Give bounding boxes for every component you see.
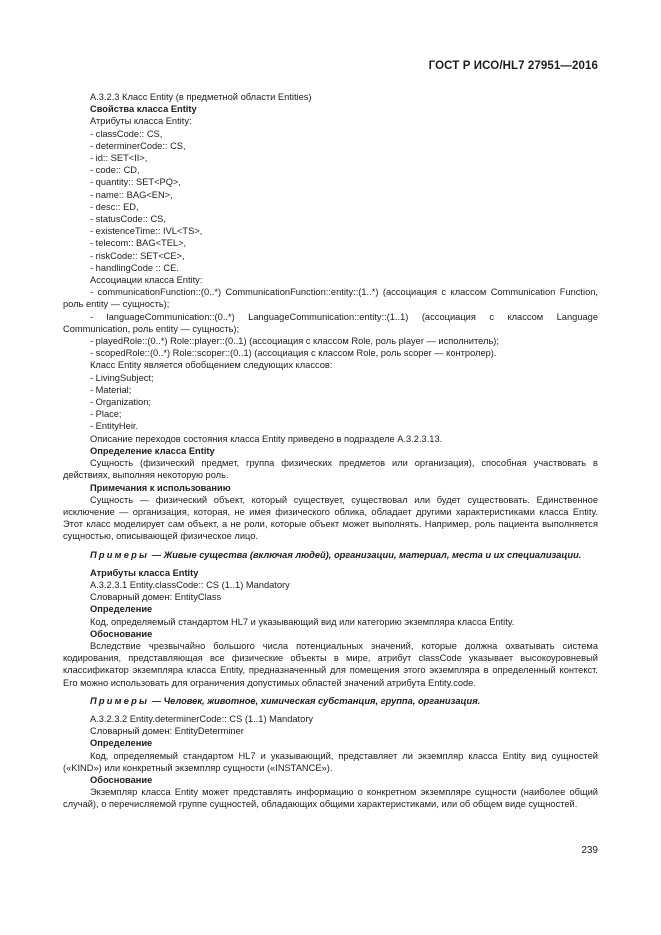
attr1-domain: Словарный домен: EntityClass (90, 592, 222, 603)
list-item: - handlingCode :: CE. (90, 262, 179, 273)
list-item: - Material; (90, 384, 132, 395)
list-item: - existenceTime:: IVL<TS>, (90, 226, 203, 237)
attr1-rationale-text: Вследствие чрезвычайно большого числа потенциальных значений, которые должна охватывать система кодирования, представляющая все физические объекты в мире, атрибут classCode указывает высокоуровневый классификатор экземпляра класса Entity, предназначенный для помещения этого экземпляра в определенный контекст. Его можно использовать для ограничения допустимых областей значений атрибута Entity.code. (63, 640, 598, 688)
list-item: - determinerCode:: CS, (90, 140, 186, 151)
assoc-title: Ассоциации класса Entity: (90, 275, 203, 286)
attr2-domain: Словарный домен: EntityDeterminer (90, 726, 244, 737)
list-item: - desc:: ED, (90, 201, 139, 212)
attr2-definition-text: Код, определяемый стандартом HL7 и указывающий, представляет ли экземпляр класса Entity вид сущностей («KIND») или конкретный экземпляр сущности («INSTANCE»). (63, 750, 598, 773)
attr2-heading: А.3.2.3.2 Entity.determinerCode:: CS (1..1) Mandatory (90, 713, 314, 724)
list-item: - LivingSubject; (90, 372, 154, 383)
attr2-rationale-text: Экземпляр класса Entity может представлять информацию о конкретном экземпляре сущности (наиболее общий случай), о перечисляемой группе сущностей, обладающих общими характеристиками, или об общем виде сущностей. (63, 787, 598, 810)
example-text: — Человек, животное, химическая субстанция, группа, организация. (149, 695, 481, 706)
list-item: - name:: BAG<EN>, (90, 189, 173, 200)
list-item: - scopedRole::(0..*) Role::scoper::(0..1) (ассоциация с классом Role, роль scoper — контролер). (90, 348, 497, 359)
generalization-title: Класс Entity является обобщением следующих классов: (90, 360, 333, 371)
attrs-title: Атрибуты класса Entity: (90, 116, 192, 127)
attr1-definition-text: Код, определяемый стандартом HL7 и указывающий вид или категорию экземпляра класса Entity. (90, 616, 515, 627)
attr1-rationale-title: Обоснование (90, 628, 153, 639)
list-item: - classCode:: CS, (90, 128, 163, 139)
list-item: - quantity:: SET<PQ>, (90, 177, 181, 188)
attr1-definition-title: Определение (90, 604, 153, 615)
notes-title: Примечания к использованию (90, 482, 231, 493)
attributes-title: Атрибуты класса Entity (90, 567, 199, 578)
list-item: - riskCode:: SET<CE>, (90, 250, 185, 261)
attr1-heading: А.3.2.3.1 Entity.classCode:: CS (1..1) Mandatory (90, 579, 290, 590)
example-label: Примеры (90, 695, 150, 706)
definition-title: Определение класса Entity (90, 445, 215, 456)
list-item: - telecom:: BAG<TEL>, (90, 238, 187, 249)
state-transition-text: Описание переходов состояния класса Entity приведено в подразделе А.3.2.3.13. (90, 433, 443, 444)
attr2-definition-title: Определение (90, 738, 153, 749)
list-item: - code:: CD, (90, 165, 140, 176)
list-item: - communicationFunction::(0..*) CommunicationFunction::entity::(1..*) (ассоциация с классом Communication Function, роль entity — сущность); (63, 287, 598, 310)
definition-text: Сущность (физический предмет, группа физических предметов или организация), способная участвовать в действиях, выполняя некоторую роль. (63, 458, 598, 481)
props-title: Свойства класса Entity (90, 104, 197, 115)
example-label: Примеры (90, 549, 150, 560)
list-item: - Place; (90, 409, 122, 420)
list-item: - playedRole::(0..*) Role::player::(0..1) (ассоциация с классом Role, роль player — исполнитель); (90, 336, 499, 347)
list-item: - id:: SET<II>, (90, 153, 148, 164)
example-paragraph (63, 549, 598, 561)
page-content (63, 91, 598, 811)
attrs-list (63, 128, 598, 274)
standard-code-header: ГОСТ Р ИСО/HL7 27951—2016 (428, 60, 598, 72)
section-heading: А.3.2.3 Класс Entity (в предметной области Entities) (90, 92, 312, 102)
assoc-list (63, 286, 598, 359)
attr2-rationale-title: Обоснование (90, 774, 153, 785)
list-item: - languageCommunication::(0..*) LanguageCommunication::entity::(1..1) (ассоциация с классом Language Communication, роль entity — сущность); (63, 311, 598, 334)
page-number: 239 (581, 845, 598, 856)
example-text: — Живые существа (включая людей), организации, материал, места и их специализации. (149, 549, 582, 560)
list-item: - Organization; (90, 397, 151, 408)
notes-text: Сущность — физический объект, который существует, существовал или будет существовать. Единственное исключение — организация, которая, не имея физического облика, обладает другими характеристиками класса Entity. Этот класс моделирует сам объект, а не роли, которые объект может выполнять. Например, роль пациента выполняется сущностью, описывающей физическое лицо. (63, 494, 598, 542)
list-item: - statusCode:: CS, (90, 214, 166, 225)
list-item: - EntityHeir. (90, 421, 139, 432)
generalization-list (63, 372, 598, 433)
example-paragraph (63, 695, 598, 707)
